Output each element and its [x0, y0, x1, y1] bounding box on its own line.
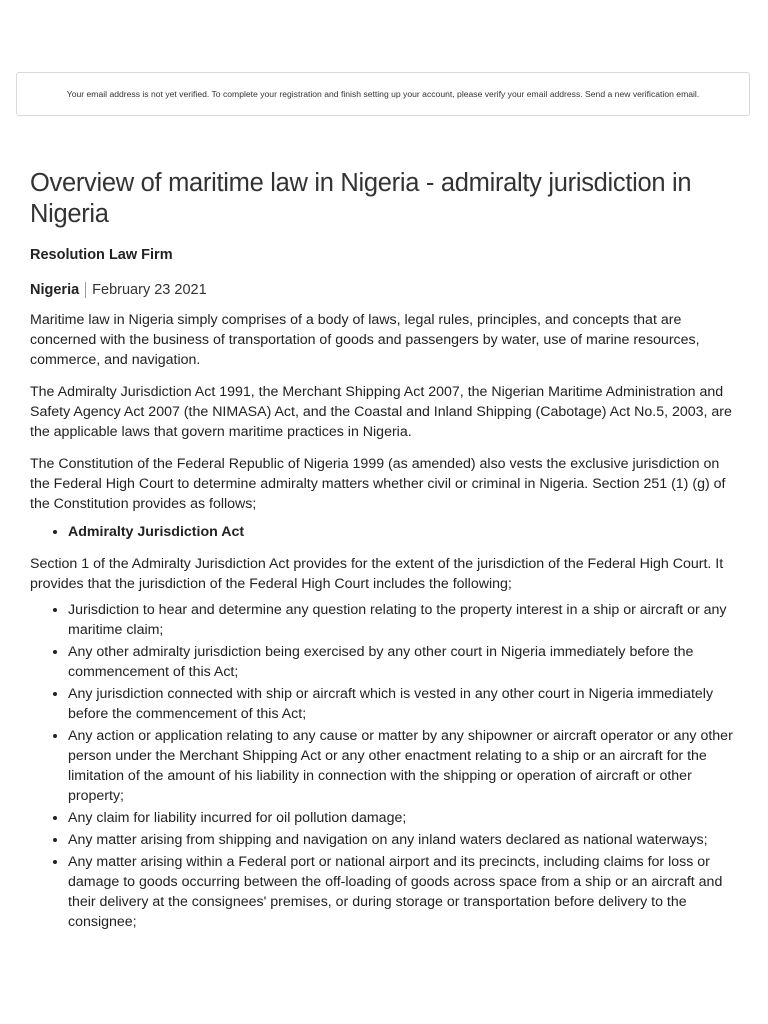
list-item: • Any action or application relating to any cause or matter by any shipowner or aircraft operator or any other person under the Merchant Shipping Act or any other enactment relating to a ship or an aircraft for the limitation of the amount of his liability in connection with the shipping or operation of aircraft or other property;	[68, 726, 742, 806]
paragraph: Maritime law in Nigeria simply comprises of a body of laws, legal rules, principles, and concepts that are concerned with the business of transportation of goods and passengers by water, use of marine resources, commerce, and navigation.	[30, 312, 700, 368]
section-heading-list	[30, 522, 742, 542]
article	[30, 168, 742, 934]
section-heading: • Admiralty Jurisdiction Act	[68, 522, 742, 542]
section-intro: Section 1 of the Admiralty Jurisdiction Act provides for the extent of the jurisdiction of the Federal High Court. It provides that the jurisdiction of the Federal High Court includes the following;	[30, 556, 724, 592]
list-item: • Any jurisdiction connected with ship or aircraft which is vested in any other court in Nigeria immediately before the commencement of this Act;	[68, 684, 742, 724]
publish-date: February 23 2021	[85, 282, 206, 298]
email-verification-text: Your email address is not yet verified. To complete your registration and finish setting up your account, please verify your email address. Send a new verification email.	[66, 89, 700, 99]
article-meta	[30, 282, 742, 298]
email-verification-notice	[16, 72, 750, 116]
author-firm[interactable]: Resolution Law Firm	[30, 247, 173, 263]
list-item: • Any claim for liability incurred for oil pollution damage;	[68, 808, 742, 828]
list-item: • Any matter arising from shipping and navigation on any inland waters declared as national waterways;	[68, 830, 742, 850]
list-item: • Jurisdiction to hear and determine any question relating to the property interest in a ship or aircraft or any maritime claim;	[68, 600, 742, 640]
country-tag[interactable]: Nigeria	[30, 282, 80, 298]
article-title: Overview of maritime law in Nigeria - admiralty jurisdiction in Nigeria	[30, 169, 692, 228]
paragraph: The Constitution of the Federal Republic of Nigeria 1999 (as amended) also vests the exclusive jurisdiction on the Federal High Court to determine admiralty matters whether civil or criminal in Nigeria. Section 251 (1) (g) of the Constitution provides as follows;	[30, 456, 726, 512]
jurisdiction-list	[30, 600, 742, 932]
list-item: • Any other admiralty jurisdiction being exercised by any other court in Nigeria immediately before the commencement of this Act;	[68, 642, 742, 682]
paragraph: The Admiralty Jurisdiction Act 1991, the Merchant Shipping Act 2007, the Nigerian Maritime Administration and Safety Agency Act 2007 (the NIMASA) Act, and the Coastal and Inland Shipping (Cabotage) Act No.5, 2003, are the applicable laws that govern maritime practices in Nigeria.	[30, 384, 732, 440]
list-item: • Any matter arising within a Federal port or national airport and its precincts, including claims for loss or damage to goods occurring between the off-loading of goods across space from a ship or an aircraft and their delivery at the consignees' premises, or during storage or transportation before delivery to the consignee;	[68, 852, 742, 932]
